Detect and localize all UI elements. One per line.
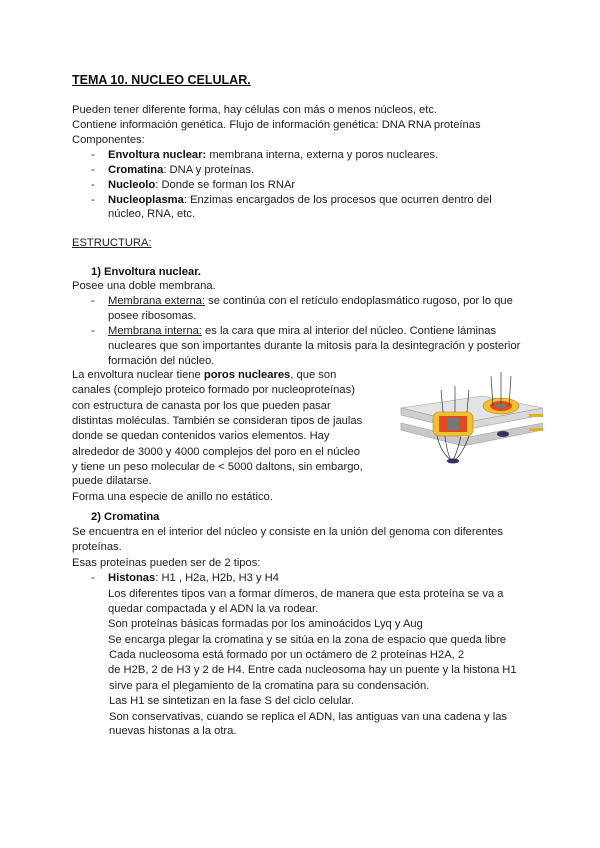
definition: : Donde se forman los RNAr	[155, 179, 296, 191]
list-item	[108, 294, 513, 308]
paragraph-line: alrededor de 3000 y 4000 complejos del poro en el núcleo	[72, 446, 360, 458]
list-item-continuation: núcleo, RNA, etc.	[108, 208, 196, 220]
list-item	[108, 148, 438, 162]
paragraph-line	[72, 368, 336, 382]
term: Nucleolo	[108, 179, 156, 191]
bullet-dash: -	[91, 164, 95, 176]
definition: se continúa con el retículo endoplasmático rugoso, por lo que	[205, 295, 513, 307]
bullet-dash: -	[91, 295, 95, 307]
page-title: TEMA 10. NUCLEO CELULAR.	[72, 73, 251, 87]
definition: : Enzimas encargados de los procesos que ocurren dentro del	[183, 194, 492, 206]
section-heading: ESTRUCTURA:	[72, 237, 152, 249]
paragraph-line: quedar compactada y el ADN la va rodear.	[108, 603, 319, 615]
paragraph-line: Posee una doble membrana.	[72, 280, 216, 292]
term: Histonas	[108, 572, 156, 584]
paragraph-line: de H2B, 2 de H3 y 2 de H4. Entre cada nucleosoma hay un puente y la histona H1	[108, 664, 517, 676]
subsection-heading: 1) Envoltura nuclear.	[91, 266, 202, 278]
bullet-dash: -	[91, 149, 95, 161]
nuclear-pore-diagram	[383, 368, 543, 468]
intro-line: Componentes:	[72, 134, 145, 146]
definition: membrana interna, externa y poros nucleares.	[206, 149, 439, 161]
paragraph-line: donde se quedan contenidos varios elementos. Hay	[72, 430, 330, 442]
list-item	[108, 571, 279, 585]
bullet-dash: -	[91, 194, 95, 206]
definition: : DNA y proteínas.	[163, 164, 255, 176]
definition: : H1 , H2a, H2b, H3 y H4	[155, 572, 279, 584]
paragraph-line: Son conservativas, cuando se replica el ADN, las antiguas van una cadena y las	[109, 711, 508, 723]
text: La envoltura nuclear tiene	[72, 369, 204, 381]
list-item	[108, 163, 254, 177]
definition: es la cara que mira al interior del núcleo. Contiene láminas	[201, 325, 497, 337]
paragraph-line: y tiene un peso molecular de < 5000 daltons, sin embargo,	[72, 461, 363, 473]
list-item-continuation: formación del núcleo.	[108, 355, 215, 367]
list-item-continuation: nucleares que son importantes durante la mitosis para la desintegración y posterior	[108, 340, 521, 352]
list-item	[108, 178, 295, 192]
paragraph-line: sirve para el plegamiento de la cromatina para su condensación.	[109, 680, 430, 692]
paragraph-line: puede dilatarse.	[72, 475, 152, 487]
term: poros nucleares	[203, 369, 291, 381]
term: Nucleoplasma	[108, 194, 184, 206]
paragraph-line: proteínas.	[72, 541, 122, 553]
paragraph-line: Cada nucleosoma está formado por un octámero de 2 proteínas H2A, 2	[109, 649, 465, 661]
paragraph-line: con estructura de canasta por los que pueden pasar	[72, 400, 331, 412]
paragraph-line: Se encarga plegar la cromatina y se sitúa en la zona de espacio que queda libre	[108, 634, 507, 646]
intro-line: Pueden tener diferente forma, hay células con más o menos núcleos, etc.	[72, 104, 438, 116]
intro-line: Contiene información genética. Flujo de información genética: DNA RNA proteínas	[72, 119, 481, 131]
paragraph-line: canales (complejo proteico formado por nucleoproteínas)	[72, 384, 355, 396]
paragraph-line: distintas moléculas. También se consideran tipos de jaulas	[72, 415, 363, 427]
list-item	[108, 193, 492, 207]
paragraph-line: Las H1 se sintetizan en la fase S del ciclo celular.	[109, 695, 355, 707]
list-item	[108, 324, 496, 338]
list-item-continuation: posee ribosomas.	[108, 310, 197, 322]
paragraph-line: Se encuentra en el interior del núcleo y consiste en la unión del genoma con diferentes	[72, 526, 503, 538]
paragraph-line: Esas proteínas pueden ser de 2 tipos:	[72, 557, 261, 569]
text: , que son	[290, 369, 337, 381]
term: Cromatina	[108, 164, 164, 176]
bullet-dash: -	[91, 572, 95, 584]
term: Membrana interna:	[108, 325, 202, 337]
paragraph-line: Son proteínas básicas formadas por los aminoácidos Lyq y Aug	[108, 618, 423, 630]
paragraph-line: nuevas histonas a la otra.	[109, 725, 237, 737]
term: Envoltura nuclear:	[108, 149, 207, 161]
paragraph-line: Los diferentes tipos van a formar dímeros, de manera que esta proteína se va a	[108, 588, 504, 600]
term: Membrana externa:	[108, 295, 206, 307]
bullet-dash: -	[91, 179, 95, 191]
subsection-heading: 2) Cromatina	[91, 511, 160, 523]
bullet-dash: -	[91, 325, 95, 337]
paragraph-line: Forma una especie de anillo no estático.	[72, 491, 273, 503]
